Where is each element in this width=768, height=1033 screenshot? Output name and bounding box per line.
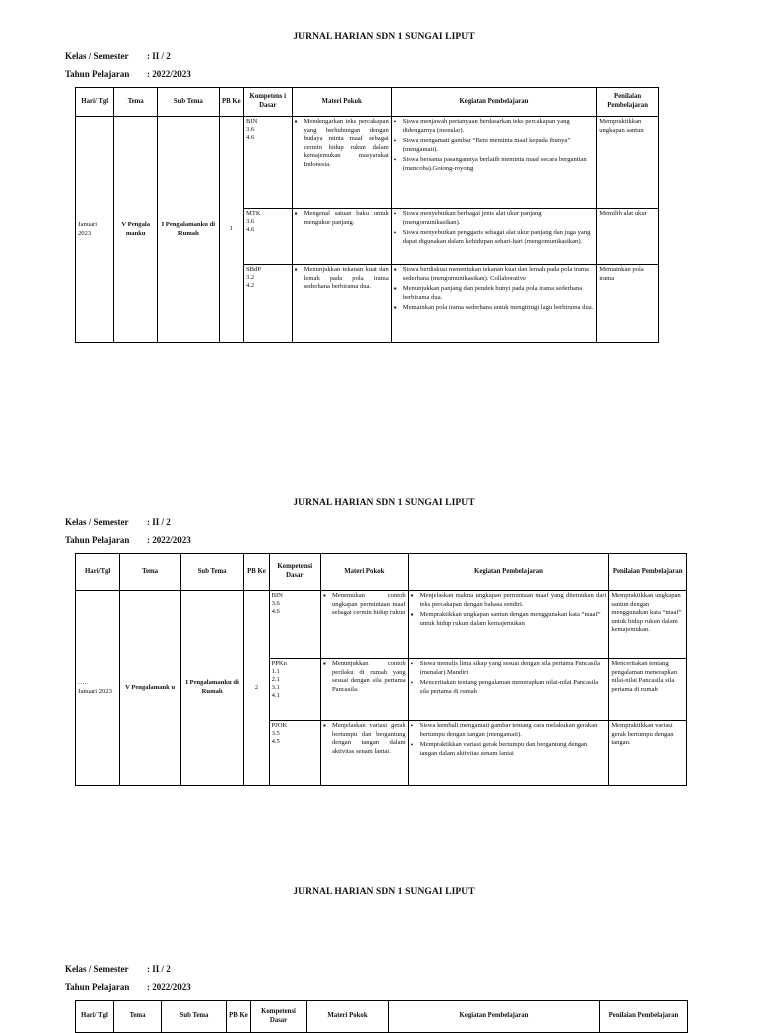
header-materi: Materi Pokok [320, 554, 408, 591]
subtema-cell: I Pengalamanku di Rumah [180, 591, 244, 786]
kd-cell: PPKn 1.1 2.1 3.1 4.1 [269, 659, 320, 721]
table-header-row [76, 88, 659, 117]
penilaian-cell: Mempraktikkan ungkapan santun [597, 117, 659, 209]
table-header-row [76, 1001, 688, 1033]
header-hari: Hari/ Tgl [76, 1001, 114, 1033]
kd-cell: BIN 3.6 4.6 [243, 117, 292, 209]
tahun-value: : 2022/2023 [147, 982, 191, 992]
header-materi: Materi Pokok [292, 88, 391, 117]
kelas-label: Kelas / Semester [65, 964, 129, 974]
journal-3-kelas [65, 964, 171, 974]
kelas-value: : II / 2 [147, 964, 171, 974]
journal-1-kelas [65, 51, 171, 61]
header-penilaian: Penilaian Pembelajaran [597, 88, 659, 117]
header-kegiatan: Kegiatan Pembelajaran [389, 1001, 600, 1033]
header-pb: PB Ke [227, 1001, 251, 1033]
journal-2-title: JURNAL HARIAN SDN 1 SUNGAI LIPUT [293, 498, 475, 508]
subtema-cell: I Pengalamanku di Rumah [157, 117, 219, 343]
kelas-value: : II / 2 [147, 51, 171, 61]
header-tema: Tema [114, 1001, 162, 1033]
header-kd: Kompetensi Dasar [269, 554, 320, 591]
penilaian-cell: Menceritakan tentang pengalaman menerapkan nilai-nilai Pancasila sila pertama di rumah [609, 659, 687, 721]
journal-1-title: JURNAL HARIAN SDN 1 SUNGAI LIPUT [293, 32, 475, 42]
kelas-value: : II / 2 [147, 517, 171, 527]
kd-cell: MTK 3.6 4.6 [243, 209, 292, 265]
tahun-label: Tahun Pelajaran [65, 69, 130, 79]
journal-3-tahun [65, 982, 191, 992]
materi-cell: ▪ Menunjukkan tekanan kuat dan lemah pada pola irama sederhana berbirama dua. [292, 265, 391, 343]
kegiatan-cell: • Siswa menjawab pertanyaan berdasarkan teks percakapan yang didengarnya (menalar). • Siswa mengamati gambar “Beni meminta maaf kepada ibunya” (mengamati). • Siswa bersama pasangannya berlatih meminta maaf secara bergantian (mencoba).Gotong-royong [391, 117, 596, 209]
kegiatan-cell: • Siswa kembali mengamati gambar tentang cara melakukan gerakan bertumpu dengan tangan (mengamati). • Mempraktikkan variasi gerak bertumpu dan bergantung dengan tangan dalam aktivitas senam lantai [408, 721, 609, 786]
header-penilaian: Penilaian Pembelajaran [600, 1001, 688, 1033]
pb-cell: 1 [219, 117, 243, 343]
header-materi: Materi Pokok [307, 1001, 389, 1033]
journal-1-table [75, 87, 659, 343]
tahun-label: Tahun Pelajaran [65, 535, 130, 545]
journal-3-table [75, 1000, 688, 1033]
penilaian-cell: Mempraktikkan ungkapan santun dengan menggunakan kata “maaf” untuk hidup rukun dalam kemajemukan. [609, 591, 687, 659]
penilaian-cell: Memilih alat ukur [597, 209, 659, 265]
day-cell: ….. Januari 2023 [76, 591, 120, 786]
kelas-label: Kelas / Semester [65, 517, 129, 527]
kegiatan-cell: • Siswa menulis lima sikap yang sesuai dengan sila pertama Pancasila (menalar).Mandiri • Menceritakan tentang pengalaman menerapkan nilai-nilai Pancasila sila pertama di rumah [408, 659, 609, 721]
header-tema: Tema [114, 88, 158, 117]
header-pb: PB Ke [244, 554, 269, 591]
header-hari: Hari/ Tgl [76, 88, 114, 117]
tema-cell: V Pengala manku [114, 117, 158, 343]
kd-cell: SBdP 3.2 4.2 [243, 265, 292, 343]
header-kd: Kompetens i Dasar [243, 88, 292, 117]
header-penilaian: Penilaian Pembelajaran [609, 554, 687, 591]
journal-3-title: JURNAL HARIAN SDN 1 SUNGAI LIPUT [293, 887, 475, 897]
kegiatan-cell: ▪ Menjelaskan makna ungkapan permintaan maaf yang ditemukan dari teks percakapan dengan bahasa sendiri. ▪ Mempraktikkan ungkapan santun dengan menggunakan kata “maaf” untuk hidup rukun dalam kemajemukan [408, 591, 609, 659]
kegiatan-cell: ▪ Siswa berdiskusi menentukan tekanan kuat dan lemah pada pola irama sederhana (mengomunikasikan). Collaborative ▪ Menunjukkan panjang dan pendek bunyi pada pola irama sederhana berbirama dua. ▪ Memainkan pola irama sederhana untuk mengiringi lagu berbirama dua. [391, 265, 596, 343]
header-subtema: Sub Tema [180, 554, 244, 591]
header-kd: Kompetensi Dasar [251, 1001, 307, 1033]
header-subtema: Sub Tema [157, 88, 219, 117]
table-row [76, 117, 659, 209]
penilaian-cell: Memainkan pola irama [597, 265, 659, 343]
kd-cell: PJOK 3.5 4.5 [269, 721, 320, 786]
table-header-row [76, 554, 687, 591]
tahun-value: : 2022/2023 [147, 535, 191, 545]
header-kegiatan: Kegiatan Pembelajaran [391, 88, 596, 117]
journal-1-tahun [65, 69, 191, 79]
tahun-label: Tahun Pelajaran [65, 982, 130, 992]
penilaian-cell: Mempraktikkan variasi gerak bertumpu dengan tangan. [609, 721, 687, 786]
kd-cell: BIN 3.6 4.6 [269, 591, 320, 659]
materi-cell: ▪ Menjelaskan variasi gerak bertumpu dan bergantung dengan tangan dalam aktivitas senam lantai. [320, 721, 408, 786]
header-kegiatan: Kegiatan Pembelajaran [408, 554, 609, 591]
day-cell: Januari 2023 [76, 117, 114, 343]
pb-cell: 2 [244, 591, 269, 786]
tahun-value: : 2022/2023 [147, 69, 191, 79]
journal-2-table [75, 553, 687, 786]
header-pb: PB Ke [219, 88, 243, 117]
tema-cell: V Pengalamank u [120, 591, 180, 786]
materi-cell: ▪ Mendengarkan teks percakapan yang berhubungan dengan budaya minta maaf sebagai cermin hidup rukun dalam kemajemukan masyarakat Indonesia. [292, 117, 391, 209]
journal-2-tahun [65, 535, 191, 545]
materi-cell: ▪ Menunjukkan contoh perilaku di rumah yang sesuai dengan sila pertama Pancasila. [320, 659, 408, 721]
header-subtema: Sub Tema [162, 1001, 227, 1033]
journal-2-kelas [65, 517, 171, 527]
materi-cell: ▪ Mengenal satuan baku untuk mengukur panjang. [292, 209, 391, 265]
kelas-label: Kelas / Semester [65, 51, 129, 61]
table-row [76, 591, 687, 659]
header-hari: Hari/Tgl [76, 554, 120, 591]
materi-cell: ▪ Menemukan contoh ungkapan permintaan maaf sebagai cermin hidup rukun [320, 591, 408, 659]
kegiatan-cell: • Siswa menyebutkan berbagai jenis alat ukur panjang (mengomunikasikan). • Siswa menyebutkan penggaris sebagai alat ukur panjang dan juga yang dapat digunakan dalam kehidupan sehari-hari (mengomunikasikan). [391, 209, 596, 265]
header-tema: Tema [120, 554, 180, 591]
